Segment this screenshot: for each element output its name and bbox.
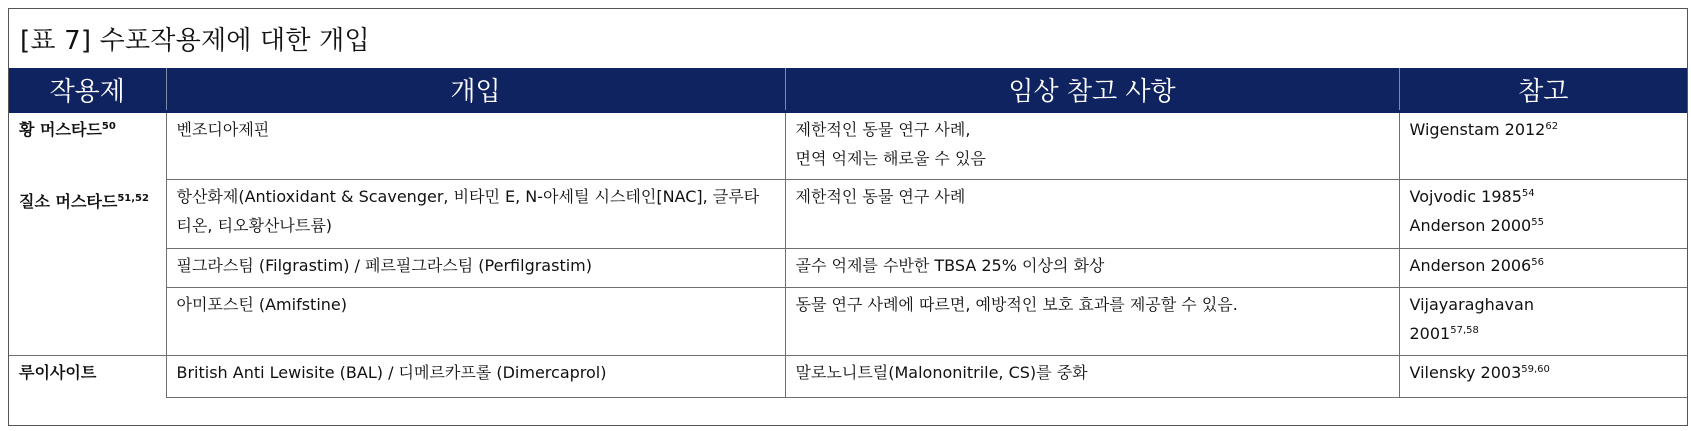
table-row <box>9 249 1687 288</box>
clinical-cell: 골수 억제를 수반한 TBSA 25% 이상의 화상 <box>785 249 1399 288</box>
agent-nitrogen-mustard: 질소 머스타드$^{51,52}$ <box>19 192 149 211</box>
agent-sulfur-sup: 50 <box>101 121 116 132</box>
agent-lewisite: 루이사이트 <box>9 356 166 398</box>
table-row <box>9 180 1687 249</box>
agent-nitrogen-sup: 51,52 <box>117 193 149 204</box>
table-row <box>9 288 1687 356</box>
reference-cell: Anderson 2006$^{56}$ <box>1399 249 1687 288</box>
intervention-cell: 벤조디아제핀 <box>166 112 785 180</box>
clinical-cell: 제한적인 동물 연구 사례 <box>785 180 1399 249</box>
header-agent: 작용제 <box>9 68 166 112</box>
intervention-cell: 아미포스틴 (Amifstine) <box>166 288 785 356</box>
intervention-table <box>9 68 1687 398</box>
header-intervention: 개입 <box>166 68 785 112</box>
clinical-cell: 말로노니트릴(Malononitrile, CS)를 중화 <box>785 356 1399 398</box>
clinical-cell: 제한적인 동물 연구 사례, 면역 억제는 해로울 수 있음 <box>785 112 1399 180</box>
reference-cell: Vojvodic 1985$^{54}$ Anderson 2000$^{55}$ <box>1399 180 1687 249</box>
header-reference: 참고 <box>1399 68 1687 112</box>
table-caption: [표 7] 수포작용제에 대한 개입 <box>20 26 370 56</box>
reference-cell: Vilensky 2003$^{59,60}$ <box>1399 356 1687 398</box>
agent-sulfur-mustard: 황 머스타드$^{50}$ <box>19 120 116 139</box>
intervention-cell: 필그라스팀 (Filgrastim) / 페르필그라스팀 (Perfilgrastim) <box>166 249 785 288</box>
table-frame <box>8 8 1688 426</box>
intervention-cell: British Anti Lewisite (BAL) / 디메르카프롤 (Dimercaprol) <box>166 356 785 398</box>
agent-cell-mustards <box>9 112 166 356</box>
table-row <box>9 356 1687 398</box>
header-clinical-notes: 임상 참고 사항 <box>785 68 1399 112</box>
reference-cell: Wigenstam 2012$^{62}$ <box>1399 112 1687 180</box>
clinical-cell: 동물 연구 사례에 따르면, 예방적인 보호 효과를 제공할 수 있음. <box>785 288 1399 356</box>
intervention-cell: 항산화제(Antioxidant & Scavenger, 비타민 E, N-아세틸 시스테인[NAC], 글루타티온, 티오황산나트륨) <box>166 180 785 249</box>
table-row <box>9 112 1687 180</box>
reference-cell: Vijayaraghavan 2001$^{57,58}$ <box>1399 288 1687 356</box>
header-row <box>9 68 1687 112</box>
